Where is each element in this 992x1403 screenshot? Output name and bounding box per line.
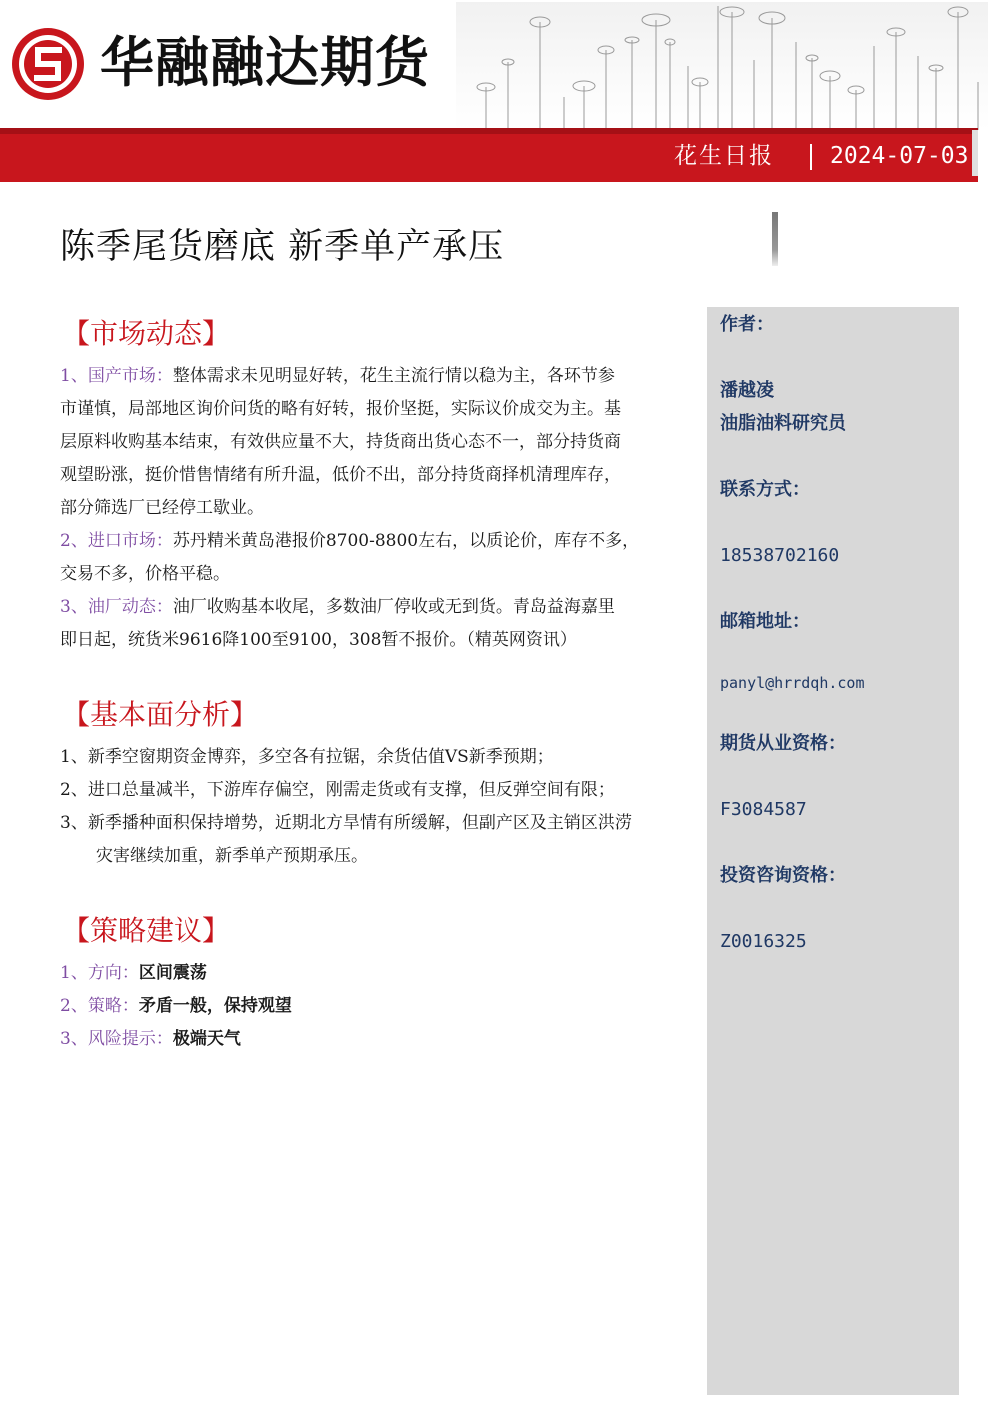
oil-line-1 [60, 591, 705, 624]
domestic-line-3: 层原料收购基本结束，有效供应量不大，持货商出货心态不一，部分持货商 [60, 432, 621, 452]
strategy-value: 矛盾一般，保持观望 [138, 996, 292, 1016]
domestic-line-5: 部分筛选厂已经停工歇业。 [60, 498, 264, 518]
contact-label: 联系方式： [720, 479, 810, 500]
fundamental-item-2: 2、进口总量减半，下游库存偏空，刚需走货或有支撑，但反弹空间有限； [60, 780, 615, 800]
direction-value: 区间震荡 [138, 963, 207, 983]
fundamental-item-3-line-2: 灾害继续加重，新季单产预期承压。 [96, 846, 368, 866]
domestic-line-1 [60, 360, 705, 393]
page-title: 陈季尾货磨底 新季单产承压 [60, 227, 505, 267]
author-label: 作者： [720, 314, 774, 335]
direction-label: 1、方向： [60, 963, 139, 983]
invest-qual-label: 投资咨询资格： [720, 865, 846, 886]
futures-qual-label: 期货从业资格： [720, 733, 846, 754]
domestic-label: 1、国产市场： [60, 366, 173, 386]
import-line-2: 交易不多，价格平稳。 [60, 564, 230, 584]
oil-text-1: 油厂收购基本收尾，多数油厂停收或无到货。青岛益海嘉里 [172, 597, 615, 617]
strategy-strategy [60, 990, 705, 1023]
invest-qual-value: Z0016325 [720, 931, 807, 952]
author-sidebar [707, 307, 959, 1395]
contact-value: 18538702160 [720, 545, 840, 566]
domestic-line-4: 观望盼涨，挺价惜售情绪有所升温，低价不出，部分持货商择机清理库存， [60, 465, 621, 485]
import-line-1 [60, 525, 705, 558]
oil-line-2: 即日起，统货米9616降100至9100，308暂不报价。（精英网资讯） [60, 630, 577, 650]
market-heading: 【市场动态】 [62, 317, 231, 350]
strategy-label: 2、策略： [60, 996, 139, 1016]
title-accent-bar [772, 212, 778, 266]
domestic-text-1: 整体需求未见明显好转，花生主流行情以稳为主，各环节参 [172, 366, 615, 386]
author-name: 潘越凌 [720, 380, 774, 401]
import-label: 2、进口市场： [60, 531, 173, 551]
brand-name: 华融融达期货 [100, 31, 430, 94]
strategy-direction [60, 957, 705, 990]
header-decoration [456, 2, 988, 130]
header-band-shade [0, 128, 978, 134]
import-text-1: 苏丹精米黄岛港报价8700-8800左右，以质论价，库存不多， [172, 531, 640, 551]
fundamental-heading: 【基本面分析】 [62, 698, 259, 731]
strategy-heading: 【策略建议】 [62, 914, 231, 947]
email-value: panyl@hrrdqh.com [720, 674, 865, 692]
domestic-line-2: 市谨慎，局部地区询价问货的略有好转，报价坚挺，实际议价成交为主。基 [60, 399, 621, 419]
risk-label: 3、风险提示： [60, 1029, 173, 1049]
risk-value: 极端天气 [172, 1029, 241, 1049]
report-type: 花生日报 [674, 143, 774, 169]
oil-label: 3、油厂动态： [60, 597, 173, 617]
header-band-end [972, 130, 978, 176]
fundamental-item-1: 1、新季空窗期资金博弈，多空各有拉锯，余货估值VS新季预期； [60, 747, 554, 767]
company-logo [10, 26, 86, 102]
author-role: 油脂油料研究员 [720, 413, 846, 434]
strategy-risk [60, 1023, 705, 1056]
futures-qual-value: F3084587 [720, 799, 807, 820]
fundamental-item-3-line-1: 3、新季播种面积保持增势，近期北方旱情有所缓解，但副产区及主销区洪涝 [60, 813, 632, 833]
email-label: 邮箱地址： [720, 611, 810, 632]
report-date: 2024-07-03 [830, 143, 969, 169]
header-divider [810, 144, 812, 170]
